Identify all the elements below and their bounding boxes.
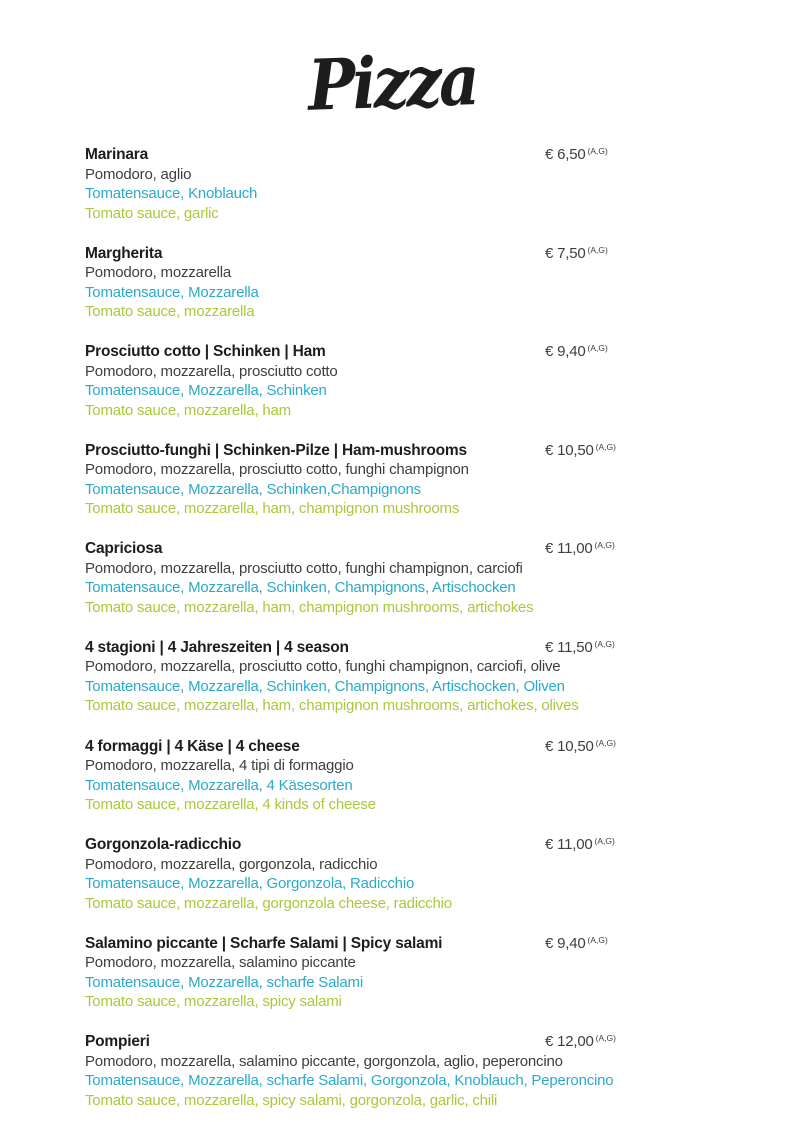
item-desc-english: Tomato sauce, mozzarella, ham, champignon mushrooms, artichokes bbox=[85, 598, 534, 616]
menu-item bbox=[85, 145, 745, 244]
item-desc-english: Tomato sauce, mozzarella, gorgonzola cheese, radicchio bbox=[85, 894, 452, 912]
item-name: Prosciutto-funghi | Schinken-Pilze | Ham-mushrooms bbox=[85, 441, 467, 459]
item-text-block bbox=[85, 835, 745, 913]
menu-item bbox=[85, 737, 745, 836]
price-amount: € 11,00 bbox=[545, 836, 593, 854]
item-desc-italian: Pomodoro, mozzarella, 4 tipi di formaggio bbox=[85, 757, 354, 775]
item-desc-german: Tomatensauce, Mozzarella, scharfe Salami, Gorgonzola, Knoblauch, Peperoncino bbox=[85, 1072, 614, 1090]
item-desc-german: Tomatensauce, Mozzarella, 4 Käsesorten bbox=[85, 776, 353, 794]
price-amount: € 6,50 bbox=[545, 146, 586, 163]
item-text-block bbox=[85, 145, 745, 223]
item-name: Capriciosa bbox=[85, 540, 163, 558]
item-desc-italian: Pomodoro, mozzarella, prosciutto cotto, funghi champignon bbox=[85, 461, 469, 479]
price-amount: € 11,50 bbox=[545, 638, 593, 656]
price-amount: € 10,50 bbox=[545, 441, 594, 459]
item-text-block bbox=[85, 441, 745, 519]
item-desc-italian: Pomodoro, mozzarella, salamino piccante bbox=[85, 954, 356, 972]
allergen-codes: (A,G) bbox=[594, 540, 615, 551]
menu-item bbox=[85, 539, 745, 638]
item-name: Salamino piccante | Scharfe Salami | Spicy salami bbox=[85, 934, 443, 952]
item-text-block bbox=[85, 638, 745, 716]
item-price bbox=[545, 244, 608, 266]
allergen-codes: (A,G) bbox=[587, 146, 608, 156]
page-title: Pizza bbox=[306, 38, 479, 127]
item-name: Gorgonzola-radicchio bbox=[85, 836, 242, 854]
item-text-block bbox=[85, 342, 745, 420]
price-amount: € 7,50 bbox=[545, 244, 586, 262]
item-desc-english: Tomato sauce, mozzarella, ham, champignon mushrooms, artichokes, olives bbox=[85, 697, 579, 715]
menu-item bbox=[85, 244, 745, 343]
item-name: Margherita bbox=[85, 244, 163, 262]
item-desc-italian: Pomodoro, mozzarella, prosciutto cotto, funghi champignon, carciofi bbox=[85, 559, 523, 577]
allergen-codes: (A,G) bbox=[595, 441, 616, 452]
item-price bbox=[545, 145, 608, 167]
allergen-codes: (A,G) bbox=[594, 638, 615, 649]
item-desc-english: Tomato sauce, mozzarella, 4 kinds of cheese bbox=[85, 796, 376, 814]
item-desc-german: Tomatensauce, Mozzarella, Schinken,Champignons bbox=[85, 480, 421, 498]
item-text-block bbox=[85, 539, 745, 617]
item-price bbox=[545, 342, 608, 364]
item-desc-english: Tomato sauce, mozzarella, ham bbox=[85, 401, 291, 419]
item-name: 4 stagioni | 4 Jahreszeiten | 4 season bbox=[85, 638, 349, 656]
item-desc-english: Tomato sauce, mozzarella, spicy salami bbox=[85, 993, 342, 1011]
price-amount: € 12,00 bbox=[545, 1033, 594, 1051]
item-desc-italian: Pomodoro, mozzarella, gorgonzola, radicchio bbox=[85, 855, 378, 873]
item-price bbox=[545, 1032, 616, 1054]
item-price bbox=[545, 539, 615, 561]
allergen-codes: (A,G) bbox=[587, 244, 608, 255]
item-desc-german: Tomatensauce, Mozzarella, Schinken, Champignons, Artischocken bbox=[85, 579, 516, 597]
allergen-codes: (A,G) bbox=[595, 737, 616, 748]
item-desc-english: Tomato sauce, garlic bbox=[85, 204, 219, 222]
item-price bbox=[545, 441, 616, 463]
menu-item bbox=[85, 638, 745, 737]
item-desc-german: Tomatensauce, Mozzarella bbox=[85, 283, 259, 301]
item-desc-english: Tomato sauce, mozzarella, ham, champignon mushrooms bbox=[85, 500, 460, 518]
item-desc-english: Tomato sauce, mozzarella bbox=[85, 303, 255, 321]
item-name: Marinara bbox=[85, 146, 149, 163]
menu-item bbox=[85, 934, 745, 1033]
item-price bbox=[545, 737, 616, 759]
menu-item bbox=[85, 441, 745, 540]
item-desc-german: Tomatensauce, Mozzarella, Schinken, Champignons, Artischocken, Oliven bbox=[85, 677, 565, 695]
item-price bbox=[545, 835, 615, 857]
item-text-block bbox=[85, 737, 745, 815]
item-desc-italian: Pomodoro, aglio bbox=[85, 165, 192, 183]
menu-item bbox=[85, 835, 745, 934]
allergen-codes: (A,G) bbox=[587, 934, 608, 945]
item-desc-italian: Pomodoro, mozzarella bbox=[85, 264, 232, 282]
item-text-block bbox=[85, 934, 745, 1012]
item-desc-german: Tomatensauce, Mozzarella, Gorgonzola, Radicchio bbox=[85, 875, 415, 893]
price-amount: € 9,40 bbox=[545, 934, 586, 952]
item-desc-german: Tomatensauce, Mozzarella, scharfe Salami bbox=[85, 973, 363, 991]
item-desc-italian: Pomodoro, mozzarella, prosciutto cotto, funghi champignon, carciofi, olive bbox=[85, 658, 561, 676]
price-amount: € 9,40 bbox=[545, 343, 586, 361]
item-name: Pompieri bbox=[85, 1033, 150, 1051]
menu-item bbox=[85, 1032, 745, 1122]
item-text-block bbox=[85, 244, 745, 322]
item-name: 4 formaggi | 4 Käse | 4 cheese bbox=[85, 737, 300, 755]
allergen-codes: (A,G) bbox=[594, 836, 615, 847]
allergen-codes: (A,G) bbox=[587, 343, 608, 354]
item-text-block bbox=[85, 1032, 745, 1110]
item-desc-german: Tomatensauce, Knoblauch bbox=[85, 185, 258, 202]
item-desc-german: Tomatensauce, Mozzarella, Schinken bbox=[85, 382, 327, 400]
price-amount: € 11,00 bbox=[545, 540, 593, 558]
item-name: Prosciutto cotto | Schinken | Ham bbox=[85, 343, 326, 361]
item-price bbox=[545, 638, 615, 660]
menu-item bbox=[85, 342, 745, 441]
item-price bbox=[545, 934, 608, 956]
allergen-codes: (A,G) bbox=[595, 1033, 616, 1044]
item-desc-italian: Pomodoro, mozzarella, prosciutto cotto bbox=[85, 362, 338, 380]
price-amount: € 10,50 bbox=[545, 737, 594, 755]
menu-list bbox=[85, 145, 745, 1122]
item-desc-italian: Pomodoro, mozzarella, salamino piccante, gorgonzola, aglio, peperoncino bbox=[85, 1052, 563, 1070]
item-desc-english: Tomato sauce, mozzarella, spicy salami, gorgonzola, garlic, chili bbox=[85, 1091, 498, 1109]
